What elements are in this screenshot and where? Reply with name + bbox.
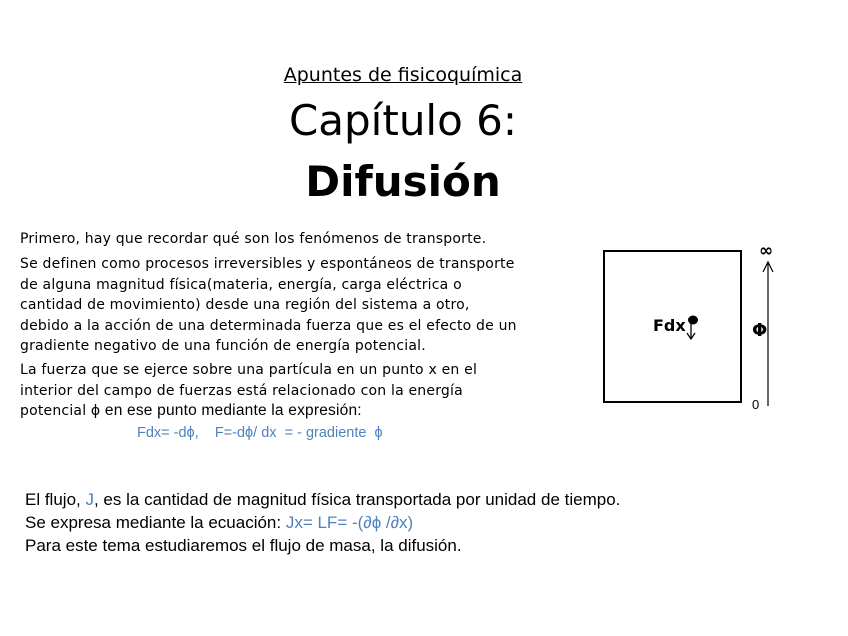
force-line: interior del campo de fuerzas está relacionado con la energía (20, 382, 463, 399)
flux-equation: Jx= LF= -(∂ϕ /∂x) (285, 513, 414, 532)
flux-text-end: , es la cantidad de magnitud física transportada por unidad de tiempo. (93, 490, 621, 509)
force-line: La fuerza que se ejerce sobre una partícula en un punto x en el (20, 362, 478, 378)
zero-label: 0 (752, 397, 760, 412)
definition-paragraph (20, 254, 560, 357)
topic-title: Difusión (305, 157, 501, 206)
topic-statement: Para este tema estudiaremos el flujo de masa, la difusión. (25, 536, 462, 555)
flux-definition (25, 490, 620, 510)
definition-line: cantidad de movimiento) desde una región del sistema a otro, (20, 297, 470, 313)
notes-subtitle: Apuntes de fisicoquímica (283, 64, 523, 86)
infinity-label: ∞ (759, 241, 774, 261)
intro-paragraph: Primero, hay que recordar qué son los fenómenos de transporte. (20, 231, 487, 247)
force-line-last (20, 401, 560, 422)
definition-line: Se definen como procesos irreversibles y espontáneos de transporte (20, 256, 515, 272)
force-label: Fdx (653, 316, 686, 335)
definition-line: gradiente negativo de una función de energía potencial. (20, 338, 426, 354)
force-line-end: en ese punto mediante la expresión: (100, 402, 362, 419)
flux-equation-line (25, 513, 413, 533)
equation-intro: Se expresa mediante la ecuación: (25, 513, 286, 532)
force-formula: Fdx= -dϕ, F=-dϕ/ dx = - gradiente ϕ (137, 425, 383, 441)
definition-line: de alguna magnitud física(materia, energía, carga eléctrica o (20, 276, 462, 293)
force-paragraph (20, 360, 560, 422)
potential-axis-arrow (762, 260, 774, 408)
particle-icon (684, 314, 700, 344)
flux-symbol: J (85, 490, 94, 509)
flux-text-start: El flujo, (25, 490, 86, 509)
potential-label: Φ (752, 320, 768, 341)
chapter-heading: Capítulo 6: (288, 96, 518, 145)
force-line-start: potencial ϕ (20, 403, 101, 419)
definition-line: debido a la acción de una determinada fuerza que es el efecto de un (20, 317, 517, 334)
